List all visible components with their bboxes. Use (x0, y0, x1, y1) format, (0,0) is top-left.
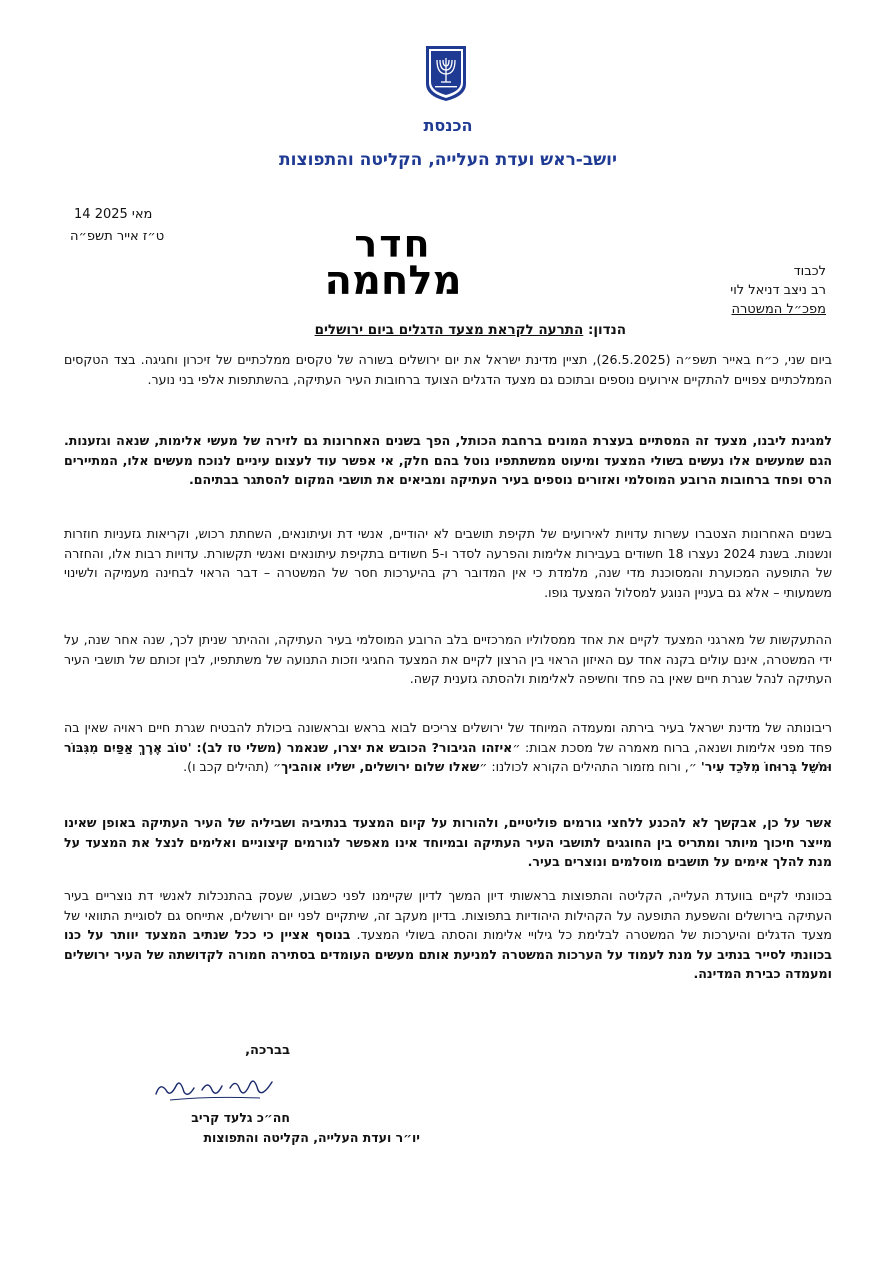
handwritten-signature (150, 1068, 280, 1104)
paragraph-2-text: למגינת ליבנו, מצעד זה המסתיים בעצרת המונים ברחבת הכותל, הפך בשנים האחרונות גם לזירה של מעשי אלימות, שנאה וגזענות. הגם שמעשים אלו נעשים בשולי המצעד ומיעוט ממשתתפיו נוטל בהם חלק, אי אפשר עוד לעצום עיניים לנוכח מעשים אלו, המתיירים הרס ופחד ברחובות הרובע המוסלמי ואזורים נוספים בעיר העתיקה ומביאים את תושבי המקום להסתגר בבתיהם. (64, 433, 832, 488)
subject-line (60, 322, 626, 338)
paragraph-6-text: אשר על כן, אבקשך לא להכנע ללחצי גורמים פוליטיים, ולהורות על קיום המצעד בנתיביה ושביליה של העיר העתיקה באופן שאינו מייצר חיכוך מיותר ומתריס בין החוגגים לתושבי העיר העתיקה ובמיוחד אינו מאפשר לגורמים קיצוניים ואלימים לנצל את המצעד על מנת להלך אימים על תושבים מוסלמים ונוצרים בעיר. (64, 815, 832, 870)
war-room-logo (318, 222, 468, 304)
signer-title: יו״ר ועדת העלייה, הקליטה והתפוצות (203, 1130, 420, 1145)
paragraph-5-quote-avot: איזהו הגיבור? הכובש את יצרו, שנאמר (משלי טז לב): 'טוֹב אֶרֶךְ אַפַּיִם מִגִּבּוֹר וּמֹשֵׁל בְּרוּחוֹ מִלֹּכֵד עִיר' (64, 739, 832, 775)
paragraph-5-quote-psalms: שאלו שלום ירושלים, ישליו אוהביך (281, 759, 480, 775)
organization-name: הכנסת (423, 116, 473, 135)
signer-name: חה״כ גלעד קריב (191, 1110, 290, 1125)
recipient-name: רב ניצב דניאל לוי (730, 283, 826, 298)
date-block (70, 204, 270, 248)
paragraph-4: ההתעקשות של מארגני המצעד לקיים את אחד ממסלוליו המרכזיים בלב הרובע המוסלמי בעיר העתיקה, וההיתר שניתן לכך, שנה אחר שנה, על ידי המשטרה, אינם עולים בקנה אחד עם האיזון הראוי בין הרצון לקיים את המצעד החגיגי וזכות התנועה של משתתפיו, לבין זכותם של תושבי העיר העתיקה לנהל שגרת חיים שאין בה פחד וחשיפה לאלימות ולהסתה גזענית קשה. (64, 632, 832, 687)
paragraph-7 (64, 886, 832, 984)
paragraph-1: ביום שני, כ״ח באייר תשפ״ה (26.5.2025), תציין מדינת ישראל את יום ירושלים בשורה של טקסים ממלכתיים של זיכרון וחגיגה. בצד הטקסים הממלכתיים צפויים להתקיים אירועים נוספים ובתוכם גם מצעד הדגלים הצועד ברחובות העיר העתיקה, בהשתתפות אלפי בני נוער. (64, 352, 832, 387)
paragraph-3: בשנים האחרונות הצטברו עשרות עדויות לאירועים של תקיפת תושבים לא יהודיים, אנשי דת ועיתונאים, השחתת רכוש, וקריאות גזעניות חוזרות ונשנות. בשנת 2024 נעצרו 18 חשודים בעבירות אלימות והפרעה לסדר ו-5 חשודים בתקיפת עיתונאים ואנשי תקשורת. עדויות רבות אלו, והחזרה של התופעה המכוערת והמסוכנת מדי שנה, מלמדת כי אין המדובר רק בהיערכות חסר של המשטרה – דבר הראוי לבחינה מעמיקה ולשינוי משמעותי – אלא גם בעניין הנוגע למסלול המצעד גופו. (64, 526, 832, 600)
paragraph-5-part-e: ״ (תהילים קכב ו). (183, 759, 282, 775)
subject-label: הנדון: (588, 322, 626, 338)
subject-text: התרעה לקראת מצעד הדגלים ביום ירושלים (314, 322, 584, 338)
closing-blessing: בברכה, (245, 1043, 290, 1058)
paragraph-5-part-c: ״, ורוח מזמור התהילים הקורא לכולנו: ״ (479, 759, 701, 775)
paragraph-2 (64, 431, 832, 490)
office-title: יושב-ראש ועדת העלייה, הקליטה והתפוצות (279, 150, 617, 170)
menorah-emblem-icon (423, 44, 469, 102)
date-gregorian: 14 מאי 2025 (74, 207, 153, 222)
recipient-salutation: לכבוד (793, 264, 826, 279)
paragraph-5 (64, 718, 832, 777)
logo-line-2: מלחמה (324, 258, 462, 304)
paragraph-7-part-a: בכוונתי לקיים בוועדת העלייה, הקליטה והתפוצות בראשותי דיון המשך לדיון שקיימנו לפני כשבוע, שעסק בהתנכלות לאנשי דת נוצריים בעיר העתיקה בירושלים והשפעת התופעה על הקהילות היהודיות בתפוצות. בדיון מעקב זה, שיתקיים לפני יום ירושלים, אתייחס גם לסוגיית התוואי של מצעד הדגלים והיערכות של המשטרה לבלימת כל גילויי אלימות והסתה בשולי המצעד. (64, 888, 832, 943)
logo-line-1: חדר (354, 222, 432, 266)
recipient-title: מפכ״ל המשטרה (731, 302, 826, 317)
paragraph-5-part-a: ריבונותה של מדינת ישראל בעיר בירתה ומעמדה המיוחד של ירושלים צריכים לבוא בראש ובראשונה ביכולת להבטיח שגרת חיים ראויה שאין בה פחד מפני אלימות ושנאה, ברוח מאמרה של מסכת אבות: ״ (64, 720, 832, 755)
date-hebrew: ט״ז אייר תשפ״ה (70, 229, 165, 244)
paragraph-7-part-b: בנוסף אציין כי ככל שנתיב המצעד יוותר על כנו בכוונתי לסייר בנתיב על מנת לעמוד על הערכות המשטרה למניעת אותם מעשים העומדים בסתירה חמורה לקדושתה של העיר ירושלים ומעמדה כבירת המדינה. (64, 927, 832, 982)
recipient-block (586, 262, 826, 319)
paragraph-6 (64, 813, 832, 872)
